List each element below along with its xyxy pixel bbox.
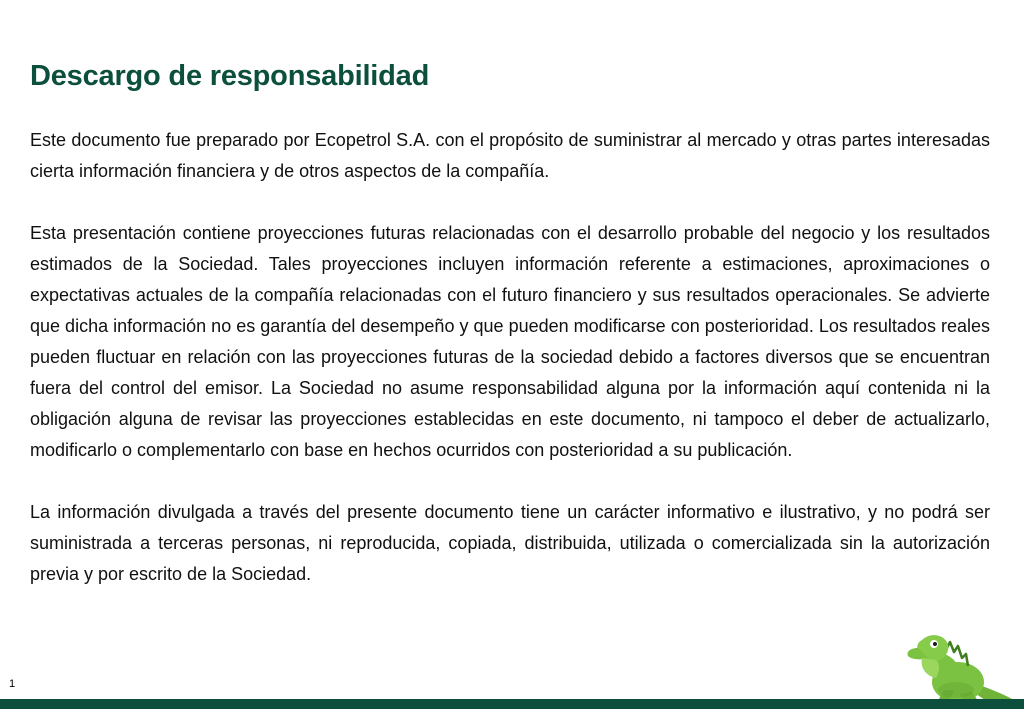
disclaimer-body [30, 125, 990, 590]
slide-title: Descargo de responsabilidad [30, 60, 430, 92]
paragraph-forward-looking: Esta presentación contiene proyecciones futuras relacionadas con el desarrollo probable del negocio y los resultados estimados de la Sociedad. Tales proyecciones incluyen información referente a estimaciones, aproximaciones o expectativas actuales de la compañía relacionadas con el futuro financiero y sus resultados operacionales. Se advierte que dicha información no es garantía del desempeño y que pueden modificarse con posterioridad. Los resultados reales pueden fluctuar en relación con las proyecciones futuras de la sociedad debido a factores diversos que se encuentran fuera del control del emisor. La Sociedad no asume responsabilidad alguna por la información aquí contenida ni la obligación alguna de revisar las proyecciones establecidas en este documento, ni tampoco el deber de actualizarlo, modificarlo o complementarlo con base en hechos ocurridos con posterioridad a su publicación. [30, 223, 990, 460]
iguana-icon [900, 620, 1024, 709]
page-number: 1 [9, 678, 16, 690]
paragraph-purpose: Este documento fue preparado por Ecopetrol S.A. con el propósito de suministrar al mercado y otras partes interesadas cierta información financiera y de otros aspectos de la compañía. [30, 130, 990, 181]
footer-bar [0, 699, 1024, 709]
paragraph-confidentiality: La información divulgada a través del presente documento tiene un carácter informativo e ilustrativo, y no podrá ser suministrada a terceras personas, ni reproducida, copiada, distribuida, utilizada o comercializada sin la autorización previa y por escrito de la Sociedad. [30, 502, 990, 584]
